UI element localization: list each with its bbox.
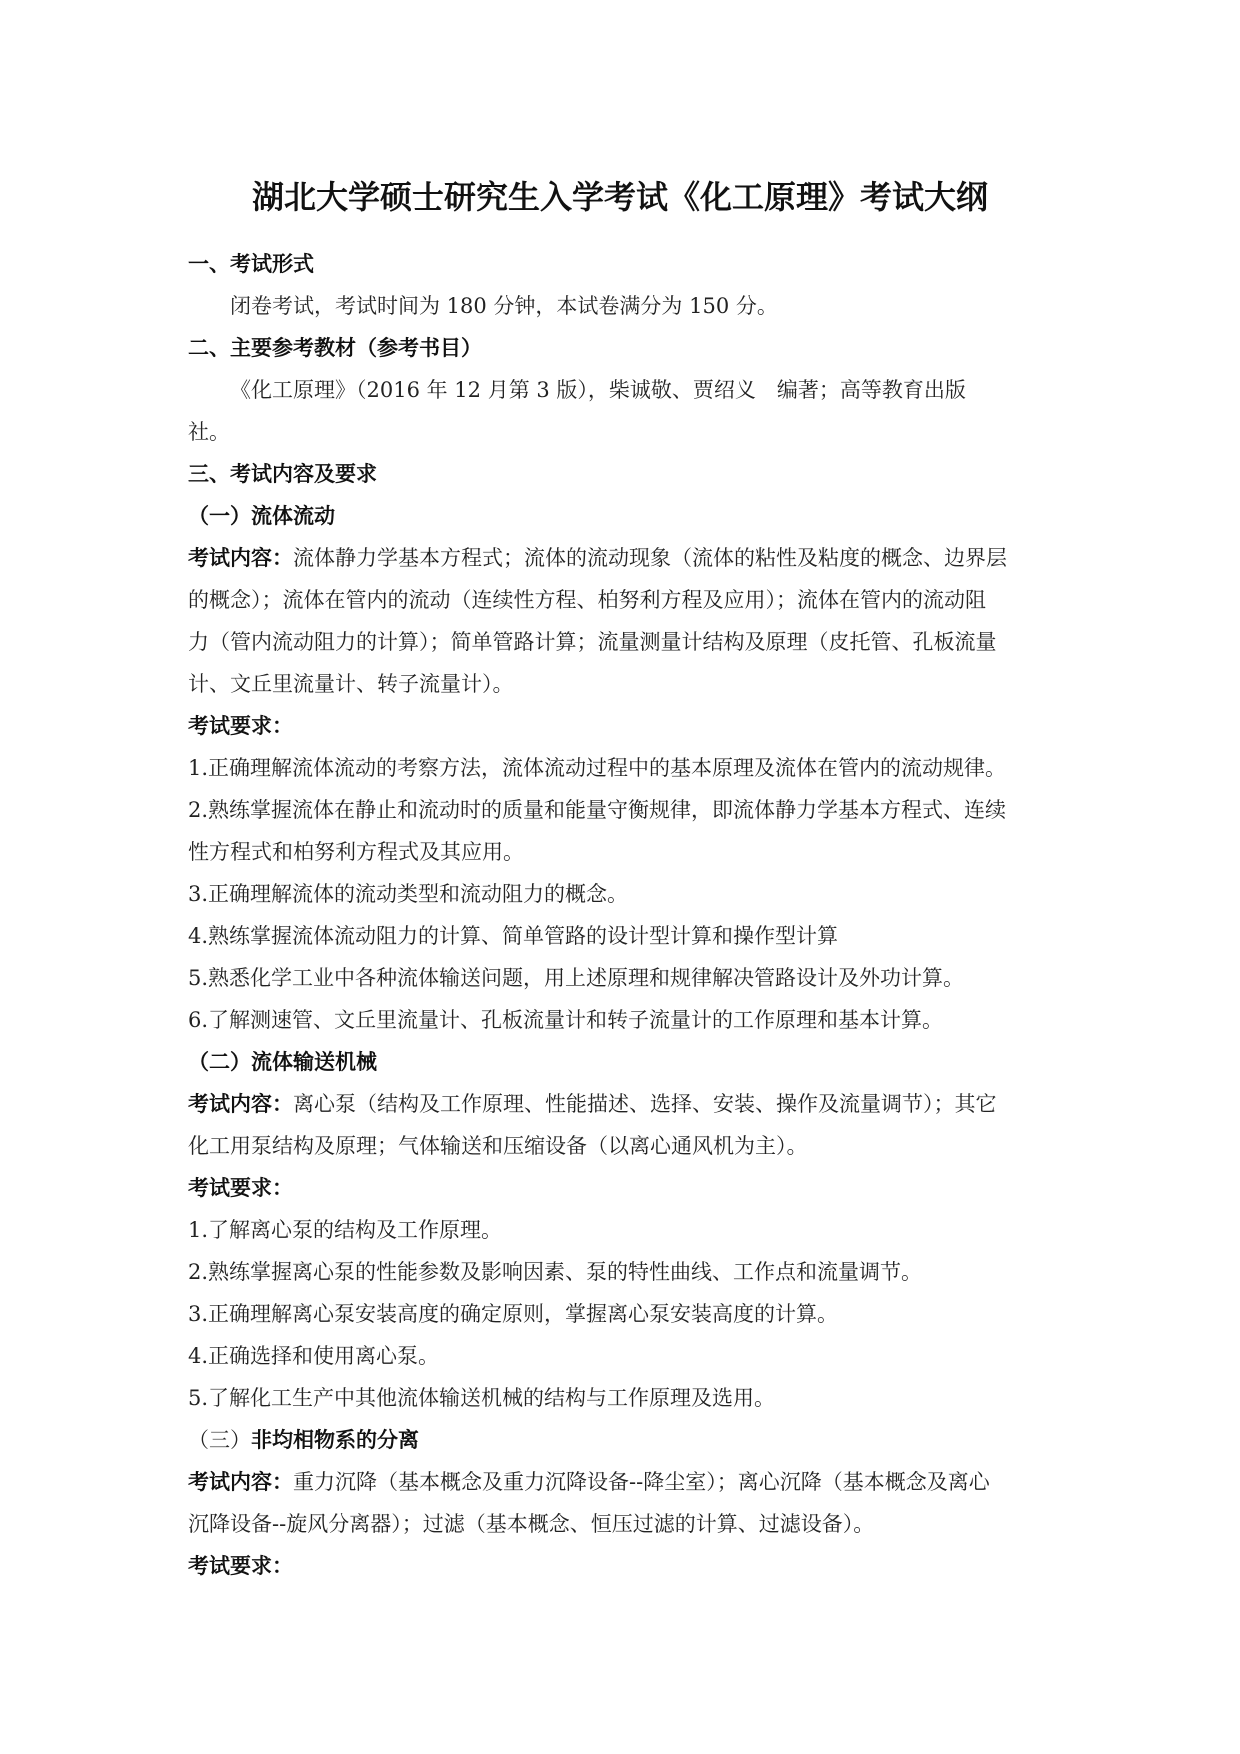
part-1-req-2a: 2.熟练掌握流体在静止和流动时的质量和能量守衡规律，即流体静力学基本方程式、连续 (188, 798, 1007, 822)
part-2-content-line-2: 化工用泵结构及原理；气体输送和压缩设备（以离心通风机为主）。 (188, 1134, 808, 1158)
part-2-req-3: 3.正确理解离心泵安装高度的确定原则，掌握离心泵安装高度的计算。 (188, 1302, 839, 1326)
part-1-req-2b: 性方程式和柏努利方程式及其应用。 (188, 840, 524, 864)
section-2-line-2: 社。 (188, 420, 230, 444)
part-1-content-line-4: 计、文丘里流量计、转子流量计）。 (188, 672, 514, 696)
part-2-req-2: 2.熟练掌握离心泵的性能参数及影响因素、泵的特性曲线、工作点和流量调节。 (188, 1260, 923, 1284)
section-2-line-1: 《化工原理》（2016 年 12 月第 3 版），柴诚敬、贾绍义 编著；高等教育出版 (230, 378, 966, 402)
section-2-heading: 二、主要参考教材（参考书目） (188, 336, 482, 360)
part-1-content-line-2: 的概念）；流体在管内的流动（连续性方程、柏努利方程及应用）；流体在管内的流动阻 (188, 588, 986, 612)
part-1-content-text-1: 流体静力学基本方程式；流体的流动现象（流体的粘性及粘度的概念、边界层 (293, 546, 1007, 570)
part-1-req-3: 3.正确理解流体的流动类型和流动阻力的概念。 (188, 882, 629, 906)
part-3-content-label: 考试内容： (188, 1470, 293, 1494)
part-1-req-4: 4.熟练掌握流体流动阻力的计算、简单管路的设计型计算和操作型计算 (188, 924, 839, 948)
part-1-req-5: 5.熟悉化学工业中各种流体输送问题，用上述原理和规律解决管路设计及外功计算。 (188, 966, 965, 990)
part-1-content-label: 考试内容： (188, 546, 293, 570)
section-1-text: 闭卷考试，考试时间为 180 分钟，本试卷满分为 150 分。 (230, 294, 778, 318)
part-1-content-line-3: 力（管内流动阻力的计算）；简单管路计算；流量测量计结构及原理（皮托管、孔板流量 (188, 630, 997, 654)
part-1-requirements-label: 考试要求： (188, 714, 293, 738)
part-3-content-text-1: 重力沉降（基本概念及重力沉降设备--降尘室）；离心沉降（基本概念及离心 (293, 1470, 990, 1494)
part-3-requirements-label: 考试要求： (188, 1554, 293, 1578)
part-3-content-line-2: 沉降设备--旋风分离器）；过滤（基本概念、恒压过滤的计算、过滤设备）。 (188, 1512, 875, 1536)
part-2-req-5: 5.了解化工生产中其他流体输送机械的结构与工作原理及选用。 (188, 1386, 776, 1410)
part-1-content-line-1 (188, 544, 1007, 572)
part-1-req-6: 6.了解测速管、文丘里流量计、孔板流量计和转子流量计的工作原理和基本计算。 (188, 1008, 944, 1032)
part-1-heading: （一）流体流动 (188, 504, 335, 528)
part-2-req-1: 1.了解离心泵的结构及工作原理。 (188, 1218, 503, 1242)
part-2-requirements-label: 考试要求： (188, 1176, 293, 1200)
part-3-heading-line (188, 1426, 419, 1454)
part-2-req-4: 4.正确选择和使用离心泵。 (188, 1344, 440, 1368)
part-1-req-1: 1.正确理解流体流动的考察方法，流体流动过程中的基本原理及流体在管内的流动规律。 (188, 756, 1007, 780)
page-title: 湖北大学硕士研究生入学考试《化工原理》考试大纲 (251, 178, 988, 216)
part-3-heading-prefix: （三） (188, 1428, 251, 1452)
part-2-content-text-1: 离心泵（结构及工作原理、性能描述、选择、安装、操作及流量调节）；其它 (293, 1092, 997, 1116)
section-1-heading: 一、考试形式 (188, 252, 314, 276)
section-3-heading: 三、考试内容及要求 (188, 462, 377, 486)
part-2-content-line-1 (188, 1090, 997, 1118)
part-3-content-line-1 (188, 1468, 990, 1496)
part-3-heading: 非均相物系的分离 (251, 1428, 419, 1452)
part-2-content-label: 考试内容： (188, 1092, 293, 1116)
part-2-heading: （二）流体输送机械 (188, 1050, 377, 1074)
